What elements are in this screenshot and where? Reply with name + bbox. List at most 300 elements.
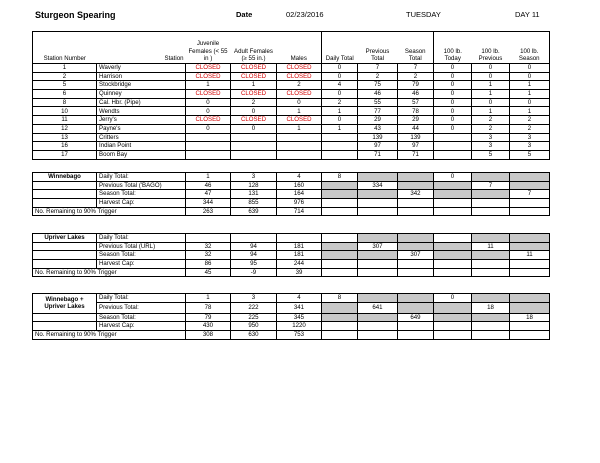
cell-season-total: [398, 234, 434, 243]
table-row: [33, 64, 550, 73]
cell-juvenile-females: 1: [186, 173, 231, 182]
cell-lb100-season: 5: [510, 150, 550, 159]
cell-males: CLOSED: [277, 72, 322, 81]
cell-juvenile-females: 430: [186, 322, 231, 331]
table-row: [33, 81, 550, 90]
row-label: No. Remaining to 90% Trigger: [33, 331, 186, 340]
cell-daily-total: 2: [322, 98, 358, 107]
cell-lb100-today: 0: [434, 64, 472, 73]
cell-daily-total: [322, 190, 358, 199]
cell-lb100-previous: [472, 260, 510, 269]
report-weekday: TUESDAY: [406, 10, 441, 19]
cell-previous-total: [358, 313, 398, 322]
cell-males: 1220: [277, 322, 322, 331]
cell-juvenile-females: [186, 234, 231, 243]
table-row: [33, 98, 550, 107]
row-label: No. Remaining to 90% Trigger: [33, 268, 186, 277]
table-row: [33, 207, 550, 216]
cell-juvenile-females: 0: [186, 98, 231, 107]
cell-previous-total: 7: [358, 64, 398, 73]
cell-juvenile-females: 47: [186, 190, 231, 199]
cell-previous-total: 71: [358, 150, 398, 159]
cell-lb100-previous: [472, 199, 510, 208]
cell-lb100-previous: [472, 331, 510, 340]
cell-season-total: 57: [398, 98, 434, 107]
table-row: [33, 173, 550, 182]
cell-adult-females: 128: [231, 181, 277, 190]
cell-daily-total: [322, 322, 358, 331]
cell-lb100-previous: 3: [472, 133, 510, 142]
cell-season-total: 2: [398, 72, 434, 81]
row-label: Daily Total:: [97, 294, 186, 303]
cell-lb100-season: 3: [510, 133, 550, 142]
header-previous-total: Previous Total: [358, 32, 398, 64]
cell-previous-total: 46: [358, 90, 398, 99]
cell-lb100-previous: 1: [472, 81, 510, 90]
cell-lb100-season: 0: [510, 98, 550, 107]
cell-lb100-today: [434, 322, 472, 331]
cell-adult-females: CLOSED: [231, 64, 277, 73]
cell-previous-total: [358, 331, 398, 340]
blank-cell: [33, 181, 97, 190]
cell-lb100-today: 0: [434, 81, 472, 90]
cell-station: Boom Bay: [97, 150, 186, 159]
cell-juvenile-females: CLOSED: [186, 72, 231, 81]
cell-juvenile-females: [186, 150, 231, 159]
cell-lb100-today: [434, 302, 472, 313]
row-label: Season Total:: [97, 313, 186, 322]
cell-season-total: [398, 268, 434, 277]
date-label: Date: [236, 10, 253, 19]
cell-adult-females: 3: [231, 173, 277, 182]
cell-lb100-today: [434, 190, 472, 199]
cell-season-total: 97: [398, 142, 434, 151]
cell-juvenile-females: CLOSED: [186, 64, 231, 73]
cell-daily-total: [322, 242, 358, 251]
cell-lb100-previous: [472, 173, 510, 182]
cell-lb100-today: [434, 150, 472, 159]
cell-lb100-season: 1: [510, 107, 550, 116]
row-label: Previous Total (URL): [97, 242, 186, 251]
winnebago-summary-table: [32, 172, 550, 216]
cell-daily-total: [322, 313, 358, 322]
cell-lb100-season: 3: [510, 142, 550, 151]
cell-lb100-season: 0: [510, 64, 550, 73]
block-title: [33, 234, 97, 243]
cell-lb100-season: [510, 207, 550, 216]
table-row: [33, 302, 550, 313]
cell-season-total: 307: [398, 251, 434, 260]
cell-daily-total: 8: [322, 294, 358, 303]
cell-daily-total: 1: [322, 124, 358, 133]
cell-juvenile-females: [186, 133, 231, 142]
cell-station: Jerry's: [97, 116, 186, 125]
block-title-line: Upriver Lakes: [44, 234, 85, 242]
cell-lb100-previous: [472, 322, 510, 331]
cell-adult-females: 2: [231, 98, 277, 107]
table-row: [33, 242, 550, 251]
table-header-row: [33, 32, 550, 64]
cell-station: Waverly: [97, 64, 186, 73]
cell-lb100-previous: [472, 268, 510, 277]
cell-lb100-season: 1: [510, 90, 550, 99]
table-row: [33, 124, 550, 133]
report-title: Sturgeon Spearing: [35, 10, 116, 20]
table-row: [33, 251, 550, 260]
blank-cell: [33, 313, 97, 322]
cell-lb100-today: [434, 142, 472, 151]
cell-lb100-previous: 0: [472, 64, 510, 73]
cell-lb100-today: 0: [434, 98, 472, 107]
cell-lb100-today: [434, 207, 472, 216]
cell-station-number: 1: [33, 64, 97, 73]
cell-males: 341: [277, 302, 322, 313]
cell-station-number: 17: [33, 150, 97, 159]
cell-daily-total: 0: [322, 72, 358, 81]
cell-juvenile-females: 45: [186, 268, 231, 277]
cell-lb100-today: 0: [434, 90, 472, 99]
cell-juvenile-females: 78: [186, 302, 231, 313]
cell-daily-total: [322, 133, 358, 142]
table-row: [33, 190, 550, 199]
cell-daily-total: 0: [322, 116, 358, 125]
cell-season-total: 29: [398, 116, 434, 125]
cell-previous-total: 334: [358, 181, 398, 190]
cell-lb100-season: [510, 294, 550, 303]
cell-juvenile-females: 32: [186, 242, 231, 251]
block-title-line: Winnebago: [48, 173, 81, 181]
cell-lb100-today: [434, 242, 472, 251]
cell-season-total: 78: [398, 107, 434, 116]
cell-males: 181: [277, 251, 322, 260]
cell-previous-total: [358, 190, 398, 199]
cell-lb100-previous: 1: [472, 107, 510, 116]
cell-juvenile-females: 263: [186, 207, 231, 216]
cell-adult-females: CLOSED: [231, 116, 277, 125]
cell-previous-total: [358, 260, 398, 269]
row-label: Harvest Cap:: [97, 199, 186, 208]
cell-lb100-previous: 1: [472, 90, 510, 99]
header-daily-total: Daily Total: [322, 32, 358, 64]
cell-lb100-today: [434, 260, 472, 269]
cell-juvenile-females: 32: [186, 251, 231, 260]
cell-lb100-today: 0: [434, 107, 472, 116]
header-juvenile-females: Juvenile Females (< 55 in ): [186, 32, 231, 64]
cell-juvenile-females: 0: [186, 107, 231, 116]
cell-station-number: 16: [33, 142, 97, 151]
report-day-number: DAY 11: [515, 10, 540, 19]
cell-station: Harrison: [97, 72, 186, 81]
table-row: [33, 234, 550, 243]
station-harvest-table: [32, 31, 550, 160]
cell-males: [277, 133, 322, 142]
cell-lb100-today: [434, 181, 472, 190]
blank-cell: [33, 199, 97, 208]
cell-lb100-season: [510, 173, 550, 182]
cell-season-total: 649: [398, 313, 434, 322]
cell-season-total: 139: [398, 133, 434, 142]
cell-lb100-today: [434, 133, 472, 142]
cell-adult-females: [231, 142, 277, 151]
cell-adult-females: 950: [231, 322, 277, 331]
row-label: Daily Total:: [97, 234, 186, 243]
cell-season-total: 46: [398, 90, 434, 99]
blank-cell: [33, 260, 97, 269]
cell-season-total: [398, 207, 434, 216]
block-title: [33, 294, 97, 314]
row-label: Harvest Cap:: [97, 322, 186, 331]
row-label: No. Remaining to 90% Trigger: [33, 207, 186, 216]
cell-previous-total: [358, 294, 398, 303]
table-row: [33, 313, 550, 322]
cell-station: Critters: [97, 133, 186, 142]
cell-lb100-season: 18: [510, 313, 550, 322]
table-row: [33, 199, 550, 208]
cell-station-number: 8: [33, 98, 97, 107]
cell-males: 181: [277, 242, 322, 251]
table-row: [33, 331, 550, 340]
header-adult-females: Adult Females (≥ 55 in.): [231, 32, 277, 64]
cell-previous-total: [358, 322, 398, 331]
cell-station: Stockbridge: [97, 81, 186, 90]
cell-males: 1: [277, 124, 322, 133]
cell-males: CLOSED: [277, 64, 322, 73]
cell-lb100-today: 0: [434, 124, 472, 133]
cell-station-number: 13: [33, 133, 97, 142]
cell-station-number: 10: [33, 107, 97, 116]
cell-adult-females: CLOSED: [231, 90, 277, 99]
cell-juvenile-females: 344: [186, 199, 231, 208]
cell-adult-females: 1: [231, 81, 277, 90]
blank-cell: [33, 242, 97, 251]
row-label: Previous Total ('BAGO): [97, 181, 186, 190]
cell-males: 0: [277, 98, 322, 107]
cell-station-number: 5: [33, 81, 97, 90]
cell-daily-total: [322, 181, 358, 190]
cell-previous-total: [358, 234, 398, 243]
cell-adult-females: [231, 234, 277, 243]
cell-season-total: 71: [398, 150, 434, 159]
cell-lb100-season: [510, 322, 550, 331]
cell-males: [277, 150, 322, 159]
cell-lb100-season: [510, 181, 550, 190]
cell-lb100-today: [434, 313, 472, 322]
cell-daily-total: 0: [322, 90, 358, 99]
cell-adult-females: 639: [231, 207, 277, 216]
cell-lb100-season: [510, 242, 550, 251]
cell-season-total: [398, 181, 434, 190]
cell-lb100-season: [510, 234, 550, 243]
cell-lb100-today: [434, 199, 472, 208]
cell-previous-total: 2: [358, 72, 398, 81]
cell-station: Cal. Hbr. (Pipe): [97, 98, 186, 107]
cell-daily-total: [322, 199, 358, 208]
cell-juvenile-females: CLOSED: [186, 90, 231, 99]
table-row: [33, 294, 550, 303]
cell-lb100-today: [434, 331, 472, 340]
table-row: [33, 72, 550, 81]
cell-adult-females: 222: [231, 302, 277, 313]
cell-season-total: [398, 294, 434, 303]
cell-lb100-previous: 5: [472, 150, 510, 159]
cell-adult-females: 630: [231, 331, 277, 340]
cell-adult-females: 855: [231, 199, 277, 208]
cell-lb100-today: 0: [434, 173, 472, 182]
cell-males: 2: [277, 81, 322, 90]
cell-males: 4: [277, 294, 322, 303]
cell-juvenile-females: [186, 142, 231, 151]
table-row: [33, 150, 550, 159]
cell-daily-total: 0: [322, 64, 358, 73]
cell-lb100-today: [434, 234, 472, 243]
blank-cell: [33, 251, 97, 260]
cell-juvenile-females: 1: [186, 294, 231, 303]
cell-daily-total: [322, 331, 358, 340]
cell-daily-total: 4: [322, 81, 358, 90]
cell-previous-total: 97: [358, 142, 398, 151]
cell-station: Indian Point: [97, 142, 186, 151]
cell-lb100-previous: 11: [472, 242, 510, 251]
combined-summary-table: [32, 293, 550, 340]
cell-lb100-today: 0: [434, 116, 472, 125]
cell-lb100-previous: 7: [472, 181, 510, 190]
cell-previous-total: 77: [358, 107, 398, 116]
cell-previous-total: 75: [358, 81, 398, 90]
cell-lb100-today: [434, 268, 472, 277]
cell-males: [277, 142, 322, 151]
cell-previous-total: 641: [358, 302, 398, 313]
block-title-line: Upriver Lakes: [44, 303, 85, 311]
cell-lb100-season: 0: [510, 72, 550, 81]
cell-lb100-season: 11: [510, 251, 550, 260]
header-lb100-season: 100 lb. Season: [510, 32, 550, 64]
header-season-total: Season Total: [398, 32, 434, 64]
cell-lb100-previous: [472, 190, 510, 199]
cell-daily-total: [322, 207, 358, 216]
cell-season-total: 7: [398, 64, 434, 73]
table-row: [33, 260, 550, 269]
cell-previous-total: 29: [358, 116, 398, 125]
cell-station-number: 12: [33, 124, 97, 133]
cell-males: 164: [277, 190, 322, 199]
cell-daily-total: [322, 251, 358, 260]
cell-station: Quinney: [97, 90, 186, 99]
cell-lb100-season: 7: [510, 190, 550, 199]
row-label: Harvest Cap:: [97, 260, 186, 269]
cell-lb100-today: 0: [434, 294, 472, 303]
header-lb100-previous: 100 lb. Previous: [472, 32, 510, 64]
cell-juvenile-females: 46: [186, 181, 231, 190]
cell-adult-females: 3: [231, 294, 277, 303]
cell-adult-females: 95: [231, 260, 277, 269]
cell-lb100-previous: 2: [472, 116, 510, 125]
cell-season-total: [398, 302, 434, 313]
cell-adult-females: 94: [231, 251, 277, 260]
cell-males: CLOSED: [277, 90, 322, 99]
cell-males: 345: [277, 313, 322, 322]
cell-previous-total: [358, 173, 398, 182]
cell-lb100-previous: [472, 294, 510, 303]
row-label: Previous Total:: [97, 302, 186, 313]
blank-cell: [33, 322, 97, 331]
cell-previous-total: 307: [358, 242, 398, 251]
cell-males: 39: [277, 268, 322, 277]
cell-season-total: 44: [398, 124, 434, 133]
cell-previous-total: [358, 207, 398, 216]
header-males: Males: [277, 32, 322, 64]
cell-lb100-season: [510, 199, 550, 208]
cell-males: 1: [277, 107, 322, 116]
cell-lb100-previous: [472, 207, 510, 216]
row-label: Season Total:: [97, 190, 186, 199]
cell-station: Wendts: [97, 107, 186, 116]
cell-males: 976: [277, 199, 322, 208]
cell-daily-total: 1: [322, 107, 358, 116]
cell-previous-total: [358, 251, 398, 260]
cell-season-total: [398, 322, 434, 331]
row-label: Daily Total:: [97, 173, 186, 182]
cell-juvenile-females: 0: [186, 124, 231, 133]
cell-previous-total: [358, 199, 398, 208]
cell-station: Payne's: [97, 124, 186, 133]
table-row: [33, 268, 550, 277]
cell-daily-total: [322, 150, 358, 159]
cell-lb100-previous: 0: [472, 98, 510, 107]
cell-lb100-previous: 3: [472, 142, 510, 151]
cell-males: 160: [277, 181, 322, 190]
cell-adult-females: [231, 133, 277, 142]
cell-daily-total: [322, 142, 358, 151]
cell-juvenile-females: 308: [186, 331, 231, 340]
cell-season-total: 79: [398, 81, 434, 90]
cell-adult-females: CLOSED: [231, 72, 277, 81]
cell-males: 244: [277, 260, 322, 269]
cell-season-total: [398, 173, 434, 182]
cell-lb100-season: 2: [510, 116, 550, 125]
cell-season-total: [398, 260, 434, 269]
cell-lb100-season: [510, 260, 550, 269]
cell-station-number: 2: [33, 72, 97, 81]
cell-males: CLOSED: [277, 116, 322, 125]
cell-season-total: [398, 199, 434, 208]
table-row: [33, 181, 550, 190]
cell-daily-total: 8: [322, 173, 358, 182]
cell-lb100-season: [510, 268, 550, 277]
blank-cell: [33, 190, 97, 199]
header-station: Station: [97, 32, 186, 64]
cell-station-number: 11: [33, 116, 97, 125]
cell-lb100-season: [510, 302, 550, 313]
cell-season-total: [398, 242, 434, 251]
cell-lb100-previous: 18: [472, 302, 510, 313]
cell-lb100-previous: 2: [472, 124, 510, 133]
cell-adult-females: [231, 150, 277, 159]
table-row: [33, 107, 550, 116]
cell-station-number: 6: [33, 90, 97, 99]
cell-daily-total: [322, 302, 358, 313]
row-label: Season Total:: [97, 251, 186, 260]
cell-adult-females: 131: [231, 190, 277, 199]
table-row: [33, 322, 550, 331]
cell-lb100-previous: [472, 234, 510, 243]
cell-lb100-today: [434, 251, 472, 260]
cell-adult-females: 0: [231, 107, 277, 116]
cell-adult-females: 94: [231, 242, 277, 251]
cell-juvenile-females: 79: [186, 313, 231, 322]
header-station-number: Station Number: [33, 32, 97, 64]
cell-males: [277, 234, 322, 243]
cell-daily-total: [322, 234, 358, 243]
